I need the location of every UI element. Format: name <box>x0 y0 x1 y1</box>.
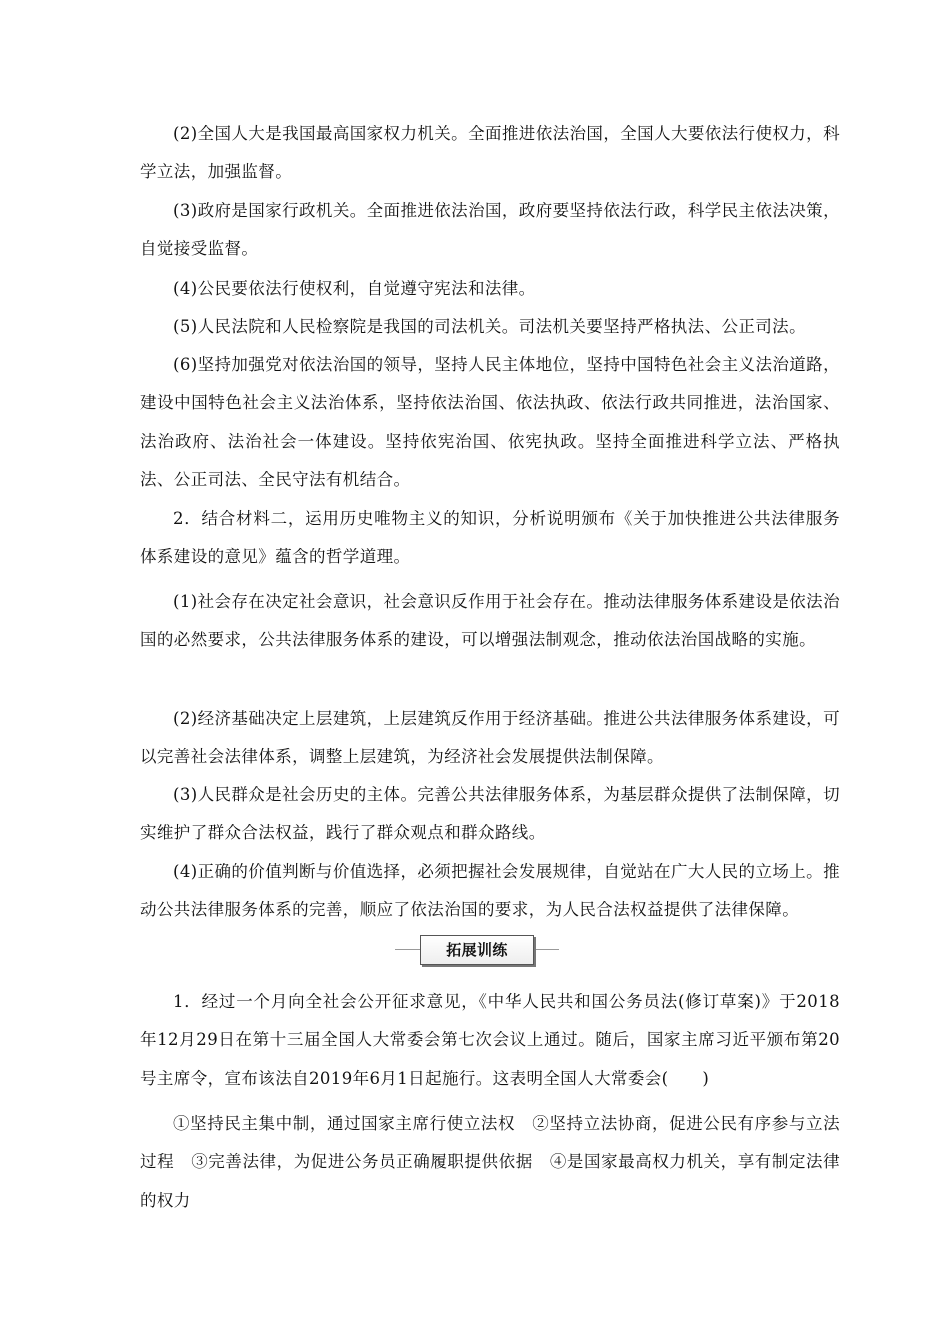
paragraph-answer-1-6: (6)坚持加强党对依法治国的领导，坚持人民主体地位，坚持中国特色社会主义法治道路，建设中国特色社会主义法治体系，坚持依法治国、依法执政、依法行政共同推进，法治国家、法治政府、法治社会一体建设。坚持依宪治国、依宪执政。坚持全面推进科学立法、严格执法、公正司法、全民守法有机结合。 <box>140 355 840 489</box>
paragraph-answer-1-2: (2)全国人大是我国最高国家权力机关。全面推进依法治国，全国人大要依法行使权力，科学立法，加强监督。 <box>140 124 840 182</box>
section-rule-right <box>534 949 559 950</box>
paragraph-answer-2-3: (3)人民群众是社会历史的主体。完善公共法律服务体系，为基层群众提供了法制保障，切实维护了群众合法权益，践行了群众观点和群众路线。 <box>140 785 840 843</box>
question-2: 2．结合材料二，运用历史唯物主义的知识，分析说明颁布《关于加快推进公共法律服务体系建设的意见》蕴含的哲学道理。 <box>140 509 840 567</box>
paragraph-answer-1-3: (3)政府是国家行政机关。全面推进依法治国，政府要坚持依法行政，科学民主依法决策，自觉接受监督。 <box>140 201 840 259</box>
section-title-badge: 拓展训练 <box>420 935 534 965</box>
paragraph-answer-1-4: (4)公民要依法行使权利，自觉遵守宪法和法律。 <box>173 279 536 298</box>
exercise-question-1: 1．经过一个月向全社会公开征求意见，《中华人民共和国公务员法(修订草案)》于2018年12月29日在第十三届全国人大常委会第七次会议上通过。随后，国家主席习近平颁布第20号主席令，宣布该法自2019年6月1日起施行。这表明全国人大常委会( ) <box>140 992 840 1088</box>
paragraph-answer-2-2: (2)经济基础决定上层建筑，上层建筑反作用于经济基础。推进公共法律服务体系建设，可以完善社会法律体系，调整上层建筑，为经济社会发展提供法制保障。 <box>140 709 840 767</box>
section-rule-left <box>395 949 420 950</box>
paragraph-answer-2-4: (4)正确的价值判断与价值选择，必须把握社会发展规律，自觉站在广大人民的立场上。推动公共法律服务体系的完善，顺应了依法治国的要求，为人民合法权益提供了法律保障。 <box>140 862 840 920</box>
paragraph-answer-2-1: (1)社会存在决定社会意识，社会意识反作用于社会存在。推动法律服务体系建设是依法治国的必然要求，公共法律服务体系的建设，可以增强法制观念，推动依法治国战略的实施。 <box>140 592 840 650</box>
exercise-options: ①坚持民主集中制，通过国家主席行使立法权 ②坚持立法协商，促进公民有序参与立法过程 ③完善法律，为促进公务员正确履职提供依据 ④是国家最高权力机关，享有制定法律的权力 <box>140 1114 840 1210</box>
paragraph-answer-1-5: (5)人民法院和人民检察院是我国的司法机关。司法机关要坚持严格执法、公正司法。 <box>173 317 806 336</box>
